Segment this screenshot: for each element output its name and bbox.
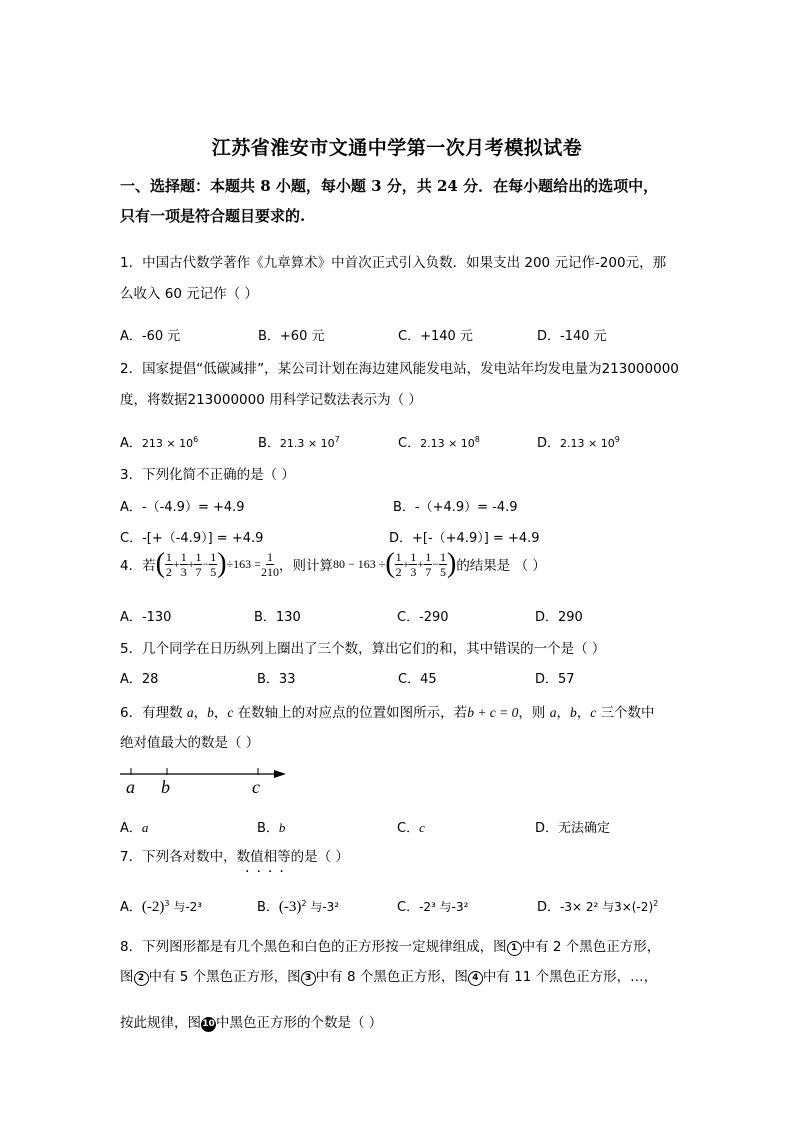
- question-3-line1: 3．下列化简不正确的是（ ）: [120, 467, 295, 483]
- q4-option-b: B．130: [254, 610, 301, 625]
- q7-option-c: C．-2³ 与-3²: [397, 900, 469, 915]
- fraction: $\frac{1}{7}$: [195, 549, 202, 579]
- circled-number: 1: [507, 941, 522, 956]
- q5-option-d: D．57: [535, 672, 575, 687]
- circled-number: 3: [301, 971, 316, 986]
- fraction: $\frac{1}{5}$: [210, 549, 217, 579]
- question-6-line1: 6．有理数 a，b，c 在数轴上的对应点的位置如图所示，若b + c = 0，则 a，b，c 三个数中: [120, 705, 655, 721]
- section-header-line2: 只有一项是符合题目要求的.: [120, 207, 306, 225]
- q7-option-a: A．$(-2)^3$ 与-2³: [120, 899, 203, 915]
- fraction: $\frac{1}{7}$: [425, 549, 432, 579]
- circled-number: 2: [134, 971, 149, 986]
- question-1-line2: 么收入 60 元记作（ ）: [120, 286, 259, 302]
- q1-option-d: D．-140 元: [537, 329, 607, 344]
- q4-option-a: A．-130: [120, 610, 172, 625]
- q2-option-c: C．$2.13 \times 10^8$: [398, 435, 480, 451]
- q5-option-a: A．28: [120, 672, 159, 687]
- fraction: $\frac{1}{3}$: [180, 549, 187, 579]
- q1-option-b: B．+60 元: [258, 329, 325, 344]
- q7-option-b: B．$(-3)^2$ 与-3²: [257, 899, 340, 915]
- question-7-line1: 7．下列各对数中，数值相等的是（ ）: [120, 849, 349, 865]
- question-5-line1: 5．几个同学在日历纵列上圈出了三个数，算出它们的和，其中错误的一个是（ ）: [120, 641, 606, 657]
- q5-option-b: B．33: [257, 672, 296, 687]
- fraction: $\frac{1}{2}$: [165, 549, 172, 579]
- fraction: $\frac{1}{5}$: [439, 549, 446, 579]
- q7-option-d: D．-3× 2² 与$3\times(-2)^2$: [537, 899, 659, 915]
- q1-option-a: A．-60 元: [120, 329, 181, 344]
- q5-option-c: C．45: [398, 672, 437, 687]
- fraction: $\frac{1}{3}$: [410, 549, 417, 579]
- question-8-line2: 图 2 中有 5 个黑色正方形，图 3 中有 8 个黑色正方形，图 4 中有 11 个黑色正方形，…，: [120, 969, 658, 985]
- number-line-label-a: a: [126, 777, 135, 797]
- q6-option-d: D．无法确定: [535, 821, 611, 836]
- section-header-line1: 一、选择题：本题共 8 小题，每小题 3 分，共 24 分．在每小题给出的选项中，: [120, 177, 659, 195]
- number-line-label-c: c: [252, 777, 260, 797]
- question-2-line2: 度，将数据213000000 用科学记数法表示为（ ）: [120, 392, 422, 408]
- question-2-line1: 2．国家提倡“低碳减排”，某公司计划在海边建风能发电站，发电站年均发电量为213000000: [120, 361, 679, 377]
- q3-option-a: A．-（-4.9）= +4.9: [120, 500, 245, 515]
- question-4-line1: 4．若 ( $\frac{1}{2}$ + $\frac{1}{3}$ + $\frac{1}{7}$ − $\frac{1}{5}$ ) ÷163 = $\frac{1}{210}$ ，则计算 80 − 163 ÷ ( $\frac{1}{2}$ + $\frac{1}{3}$ + $\frac{1}{7}$ − $\frac{1}{5}$ ) 的结果是 （ ）: [120, 548, 546, 579]
- number-line: [118, 766, 290, 780]
- q1-option-c: C．+140 元: [398, 329, 473, 344]
- fraction: $\frac{1}{210}$: [260, 549, 279, 579]
- fraction: $\frac{1}{2}$: [395, 549, 402, 579]
- q2-option-a: A．$213 \times 10^6$: [120, 435, 199, 451]
- q6-option-a: A．a: [120, 820, 149, 836]
- number-line-arrow-icon: [274, 770, 286, 778]
- question-6-line2: 绝对值最大的数是（ ）: [120, 735, 260, 751]
- emphasis-dots: ····: [245, 864, 291, 880]
- q3-option-d: D．+[-（+4.9）] = +4.9: [389, 531, 540, 546]
- q3-option-c: C．-[+（-4.9）] = +4.9: [120, 531, 264, 546]
- question-1-line1: 1．中国古代数学著作《九章算术》中首次正式引入负数．如果支出 200 元记作-200元，那: [120, 255, 667, 271]
- q4-option-c: C．-290: [397, 610, 449, 625]
- page-title: 江苏省淮安市文通中学第一次月考模拟试卷: [211, 137, 583, 159]
- q6-option-c: C．c: [397, 820, 425, 836]
- question-8-line3: 按此规律，图10中黑色正方形的个数是（ ）: [120, 1015, 383, 1031]
- q2-option-d: D．$2.13 \times 10^9$: [537, 435, 620, 451]
- number-line-label-b: b: [161, 777, 170, 797]
- q2-option-b: B．$21.3 \times 10^7$: [258, 435, 340, 451]
- circled-number: 10: [201, 1017, 216, 1032]
- q3-option-b: B．-（+4.9）= -4.9: [393, 500, 518, 515]
- circled-number: 4: [468, 971, 483, 986]
- question-8-line1: 8．下列图形都是有几个黑色和白色的正方形按一定规律组成，图 1 中有 2 个黑色正方形，: [120, 939, 661, 955]
- q6-option-b: B．b: [257, 820, 286, 836]
- q4-option-d: D．290: [535, 610, 583, 625]
